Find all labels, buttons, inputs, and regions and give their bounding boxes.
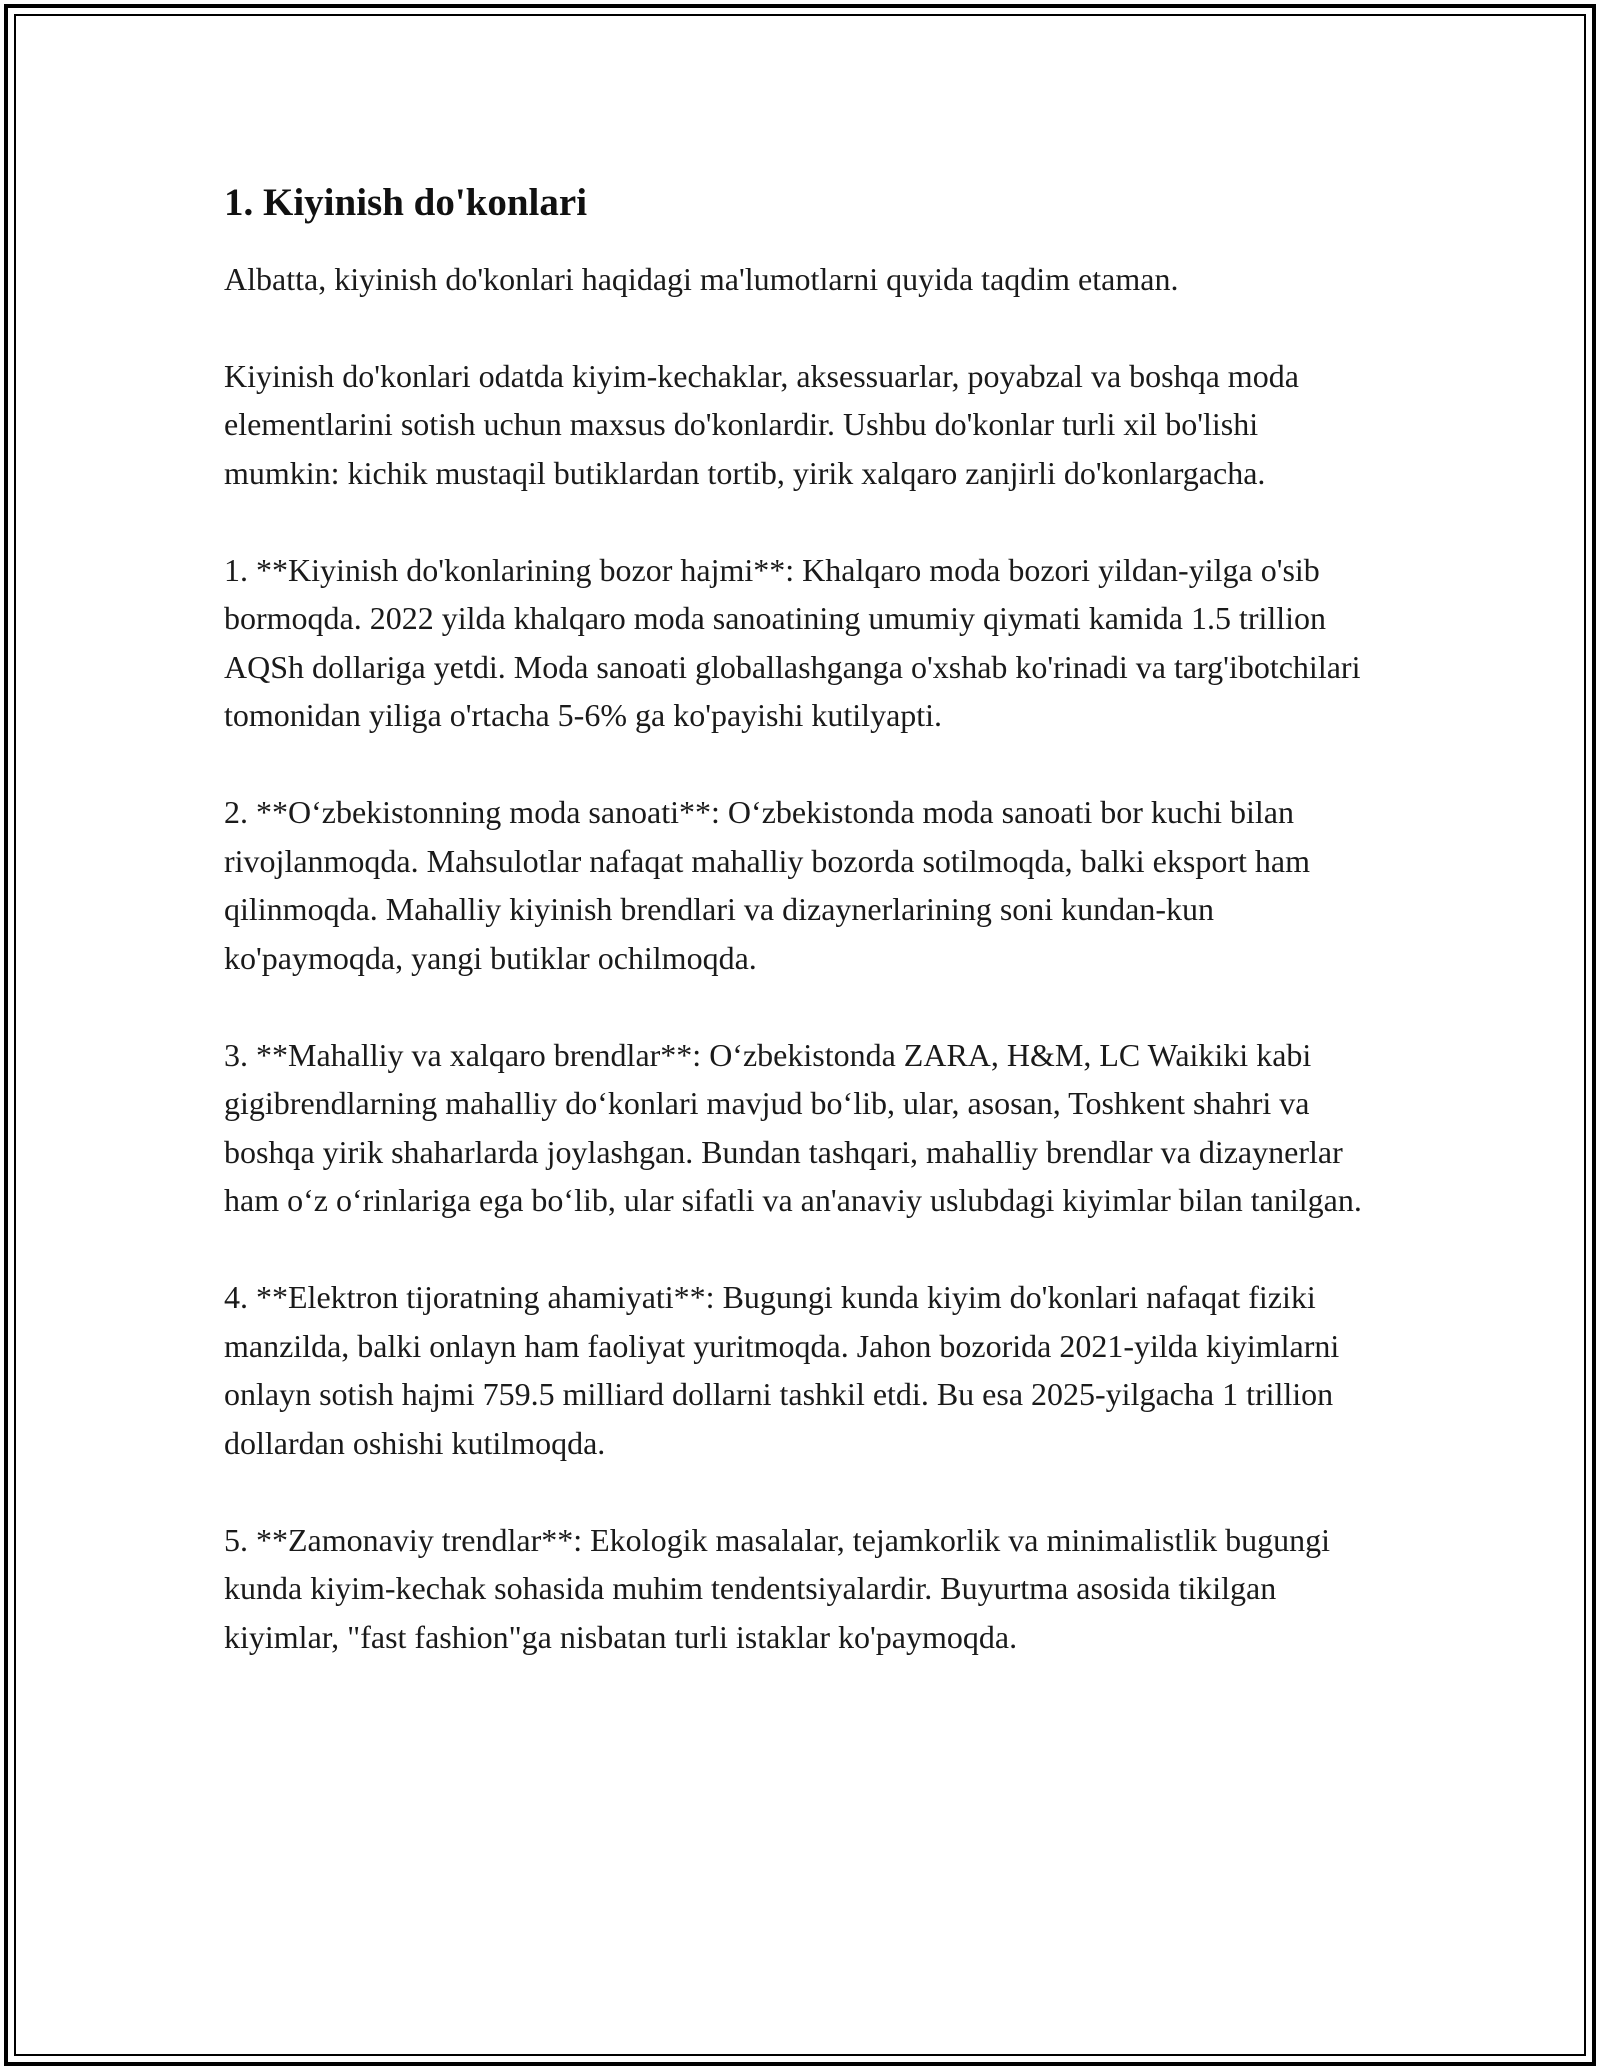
market-size-paragraph: 1. **Kiyinish do'konlarining bozor hajmi**: Khalqaro moda bozori yildan-yilga o'sib bormoqda. 2022 yilda khalqaro moda sanoatining umumiy qiymati kamida 1.5 trillion AQSh dollariga yetdi. Moda sanoati globallashganga o'xshab ko'rinadi va targ'ibotchilari tomonidan yiliga o'rtacha 5-6% ga ko'payishi kutilyapti.: [224, 551, 1361, 734]
uzbekistan-industry-paragraph: 2. **O‘zbekistonning moda sanoati**: O‘zbekistonda moda sanoati bor kuchi bilan rivojlanmoqda. Mahsulotlar nafaqat mahalliy bozorda sotilmoqda, balki eksport ham qilinmoqda. Mahalliy kiyinish brendlari va dizaynerlarining soni kundan-kun ko'paymoqda, yangi butiklar ochilmoqda.: [224, 794, 1310, 976]
document-title: 1. Kiyinish do'konlari: [224, 181, 588, 224]
overview-paragraph: Kiyinish do'konlari odatda kiyim-kechaklar, aksessuarlar, poyabzal va boshqa moda elementlarini sotish uchun maxsus do'konlardir. Ushbu do'konlar turli xil bo'lishi mumkin: kichik mustaqil butiklardan tortib, yirik xalqaro zanjirli do'konlargacha.: [224, 357, 1299, 491]
trends-paragraph: 5. **Zamonaviy trendlar**: Ekologik masalalar, tejamkorlik va minimalistlik bugungi kunda kiyim-kechak sohasida muhim tendentsiyalardir. Buyurtma asosida tikilgan kiyimlar, "fast fashion"ga nisbatan turli istaklar ko'paymoqda.: [224, 1521, 1331, 1655]
ecommerce-paragraph: 4. **Elektron tijoratning ahamiyati**: Bugungi kunda kiyim do'konlari nafaqat fiziki manzilda, balki onlayn ham faoliyat yuritmoqda. Jahon bozorida 2021-yilda kiyimlarni onlayn sotish hajmi 759.5 milliard dollarni tashkil etdi. Bu esa 2025-yilgacha 1 trillion dollardan oshishi kutilmoqda.: [224, 1279, 1340, 1461]
brands-paragraph: 3. **Mahalliy va xalqaro brendlar**: O‘zbekistonda ZARA, H&M, LC Waikiki kabi gigibrendlarning mahalliy do‘konlari mavjud bo‘lib, ular, asosan, Toshkent shahri va boshqa yirik shaharlarda joylashgan. Bundan tashqari, mahalliy brendlar va dizaynerlar ham o‘z o‘rinlariga ega bo‘lib, ular sifatli va an'anaviy uslubdagi kiyimlar bilan tanilgan.: [224, 1036, 1362, 1219]
document-body: [224, 178, 1374, 1661]
intro-paragraph: Albatta, kiyinish do'konlari haqidagi ma'lumotlarni quyida taqdim etaman.: [224, 260, 1179, 297]
